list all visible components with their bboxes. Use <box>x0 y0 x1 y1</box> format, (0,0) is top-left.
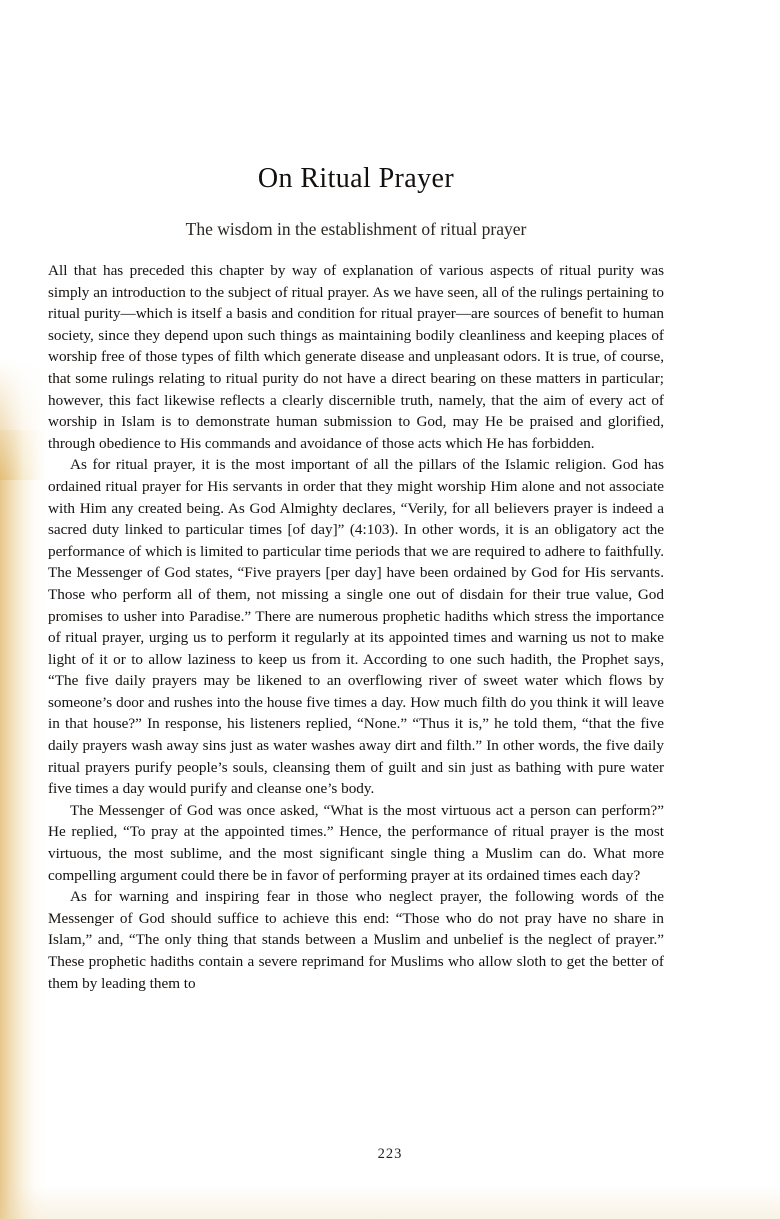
page-content <box>48 0 664 1219</box>
page-edge-shadow-left-fade <box>0 360 46 480</box>
section-subtitle: The wisdom in the establishment of ritual prayer <box>185 219 527 239</box>
paragraph-3: The Messenger of God was once asked, “What is the most virtuous act a person can perform?” He replied, “To pray at the appointed times.” Hence, the performance of ritual prayer is the most virtuous, the most sublime, and the most significant single thing a Muslim can do. What more compelling argument could there be in favor of performing prayer at its ordained times each day? <box>48 801 664 884</box>
page-edge-shadow-left <box>0 430 46 1219</box>
paragraph-4: As for warning and inspiring fear in those who neglect prayer, the following words of the Messenger of God should suffice to achieve this end: “Those who do not pray have no share in Islam,” and, “The only thing that stands between a Muslim and unbelief is the neglect of prayer.” These prophetic hadiths contain a severe reprimand for Muslims who allow sloth to get the better of them by leading them to <box>48 888 664 992</box>
paragraph-1: All that has preceded this chapter by way of explanation of various aspects of ritual purity was simply an introduction to the subject of ritual prayer. As we have seen, all of the rulings pertaining to ritual purity—which is itself a basis and condition for ritual prayer—are sources of benefit to human society, since they depend upon such things as maintaining bodily cleanliness and keeping places of worship free of those types of filth which generate disease and unpleasant odors. It is true, of course, that some rulings relating to ritual purity do not have a direct bearing on these matters in particular; however, this fact likewise reflects a clearly discernible truth, namely, that the aim of every act of worship in Islam is to demonstrate human submission to God, may He be praised and glorified, through obedience to His commands and avoidance of those acts which He has forbidden. <box>48 262 664 452</box>
paragraph-2: As for ritual prayer, it is the most important of all the pillars of the Islamic religion. God has ordained ritual prayer for His servants in order that they might worship Him alone and not associate with Him any created being. As God Almighty declares, “Verily, for all believers prayer is indeed a sacred duty linked to particular times [of day]” (4:103). In other words, it is an obligatory act the performance of which is limited to particular time periods that we are required to adhere to faithfully. The Messenger of God states, “Five prayers [per day] have been ordained by God for His servants. Those who perform all of them, not missing a single one out of disdain for their true value, God promises to usher into Paradise.” There are numerous prophetic hadiths which stress the importance of ritual prayer, urging us to perform it regularly at its appointed times and warning us not to make light of it or to allow laziness to keep us from it. According to one such hadith, the Prophet says, “The five daily prayers may be likened to an overflowing river of sweet water which flows by someone’s door and rushes into the house five times a day. How much filth do you think it will leave in that house?” In response, his listeners replied, “None.” “Thus it is,” he told them, “that the five daily prayers wash away sins just as water washes away dirt and filth.” In other words, the five daily ritual prayers purify people’s souls, cleansing them of guilt and sin just as bathing with pure water five times a day would purify and cleanse one’s body. <box>48 456 664 798</box>
chapter-title: On Ritual Prayer <box>257 163 455 194</box>
page-number: 223 <box>377 1146 403 1162</box>
body-text <box>48 260 664 994</box>
